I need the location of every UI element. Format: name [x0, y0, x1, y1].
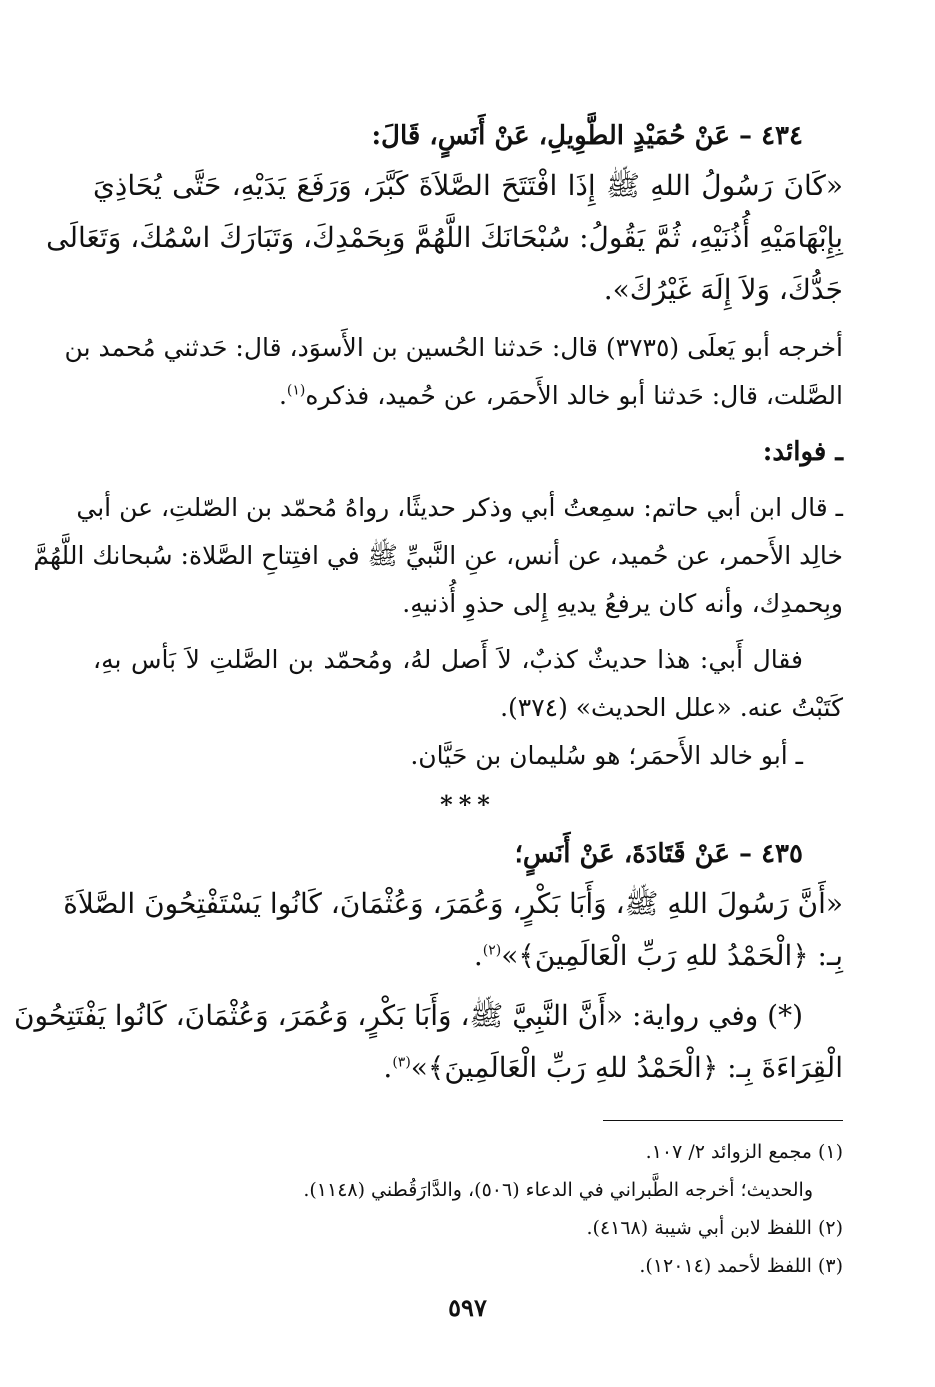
footnote-ref-1: (١)	[286, 382, 306, 399]
takhrij-line-1: أخرجه أبو يَعلَى (٣٧٣٥) قال: حَدثنا الحُسين بن الأَسوَد، قال: حَدثني مُحمد بن	[64, 333, 843, 362]
section-separator: ***	[440, 790, 496, 819]
fawaid-2-line-1: فقال أَبي: هذا حديثٌ كذبٌ، لاَ أَصل لهُ، ومُحمّد بن الصَّلتِ لاَ بَأس بهِ،	[93, 645, 803, 674]
footnote-3: (٣) اللفظ لأحمد (١٢٠١٤).	[639, 1255, 843, 1277]
hadith-434-heading: ٤٣٤ – عَنْ حُمَيْدٍ الطَّوِيلِ، عَنْ أَنَسٍ، قَالَ:	[371, 121, 803, 151]
footnote-2: (٢) اللفظ لابن أبي شيبة (٤١٦٨).	[586, 1217, 843, 1239]
footnote-1: (١) مجمع الزوائد ٢/ ١٠٧.	[645, 1141, 843, 1163]
hadith-435-line-1: «أَنَّ رَسُولَ اللهِ ﷺ، وَأَبَا بَكْرٍ، وَعُمَرَ، وَعُثْمَانَ، كَانُوا يَسْتَفْتِحُونَ الصَّلاَةَ	[63, 887, 843, 920]
riwaya-line-1: (*) وفي رواية: «أَنَّ النَّبِيَّ ﷺ، وَأَبَا بَكْرٍ، وَعُمَرَ، وَعُثْمَانَ، كَانُوا يَفْتَتِحُونَ	[13, 999, 803, 1032]
footnote-divider	[603, 1120, 843, 1121]
hadith-435-heading: ٤٣٥ – عَنْ قَتَادَةَ، عَنْ أَنَسٍ؛	[514, 839, 803, 869]
footnote-ref-3: (٣)	[392, 1054, 411, 1071]
takhrij-line-2-text: الصَّلت، قال: حَدثنا أبو خالد الأَحمَر، عن حُميد، فذكره	[305, 381, 843, 410]
page-number: ٥٩٧	[448, 1293, 487, 1322]
hadith-435-line-2-text: بِـ: ﴿الْحَمْدُ للهِ رَبِّ الْعَالَمِينَ﴾»	[501, 939, 843, 972]
fawaid-3: ـ أبو خالد الأَحمَر؛ هو سُليمان بن حَيَّان.	[410, 741, 803, 770]
hadith-434-line-2: بِإِبْهَامَيْهِ أُذُنَيْهِ، ثُمَّ يَقُولُ: سُبْحَانَكَ اللَّهُمَّ وَبِحَمْدِكَ، وَتَبَارَكَ اسْمُكَ، وَتَعَالَى	[46, 221, 843, 254]
footnote-1-continuation: والحديث؛ أخرجه الطَّبراني في الدعاء (٥٠٦)، والدَّارَقُطني (١١٤٨).	[303, 1179, 813, 1201]
fawaid-1-line-1: ـ قال ابن أبي حاتم: سمِعتُ أبي وذكر حديثًا، رواهُ مُحمّد بن الصّلتِ، عن أبي	[76, 493, 843, 522]
riwaya-line-2: الْقِرَاءَةَ بِـ: ﴿الْحَمْدُ للهِ رَبِّ الْعَالَمِينَ﴾»$^{(٣)}$.	[383, 1051, 843, 1084]
takhrij-line-2: الصَّلت، قال: حَدثنا أبو خالد الأَحمَر، عن حُميد، فذكره$^{(١)}$.	[278, 381, 843, 410]
fawaid-1-line-3: وبِحمدِك، وأنه كان يرفعُ يديهِ إِلى حذوِ أُذنيهِ.	[402, 589, 843, 618]
fawaid-heading: ـ فوائد:	[762, 437, 843, 467]
hadith-434-line-1: «كَانَ رَسُولُ اللهِ ﷺ إِذَا افْتَتَحَ الصَّلاَةَ كَبَّرَ، وَرَفَعَ يَدَيْهِ، حَتَّى يُحَاذِيَ	[93, 169, 843, 202]
fawaid-1-line-2: خالِد الأَحمر، عن حُميد، عن أنس، عنِ النَّبيِّ ﷺ في افتِتاحِ الصَّلاة: سُبحانك اللَّهُمَّ	[33, 541, 843, 570]
hadith-434-line-3: جَدُّكَ، وَلاَ إِلَهَ غَيْرُكَ».	[603, 273, 843, 306]
fawaid-2-line-2: كَتَبْتُ عنه. «علل الحديث» (٣٧٤).	[500, 693, 843, 722]
riwaya-line-2-text: الْقِرَاءَةَ بِـ: ﴿الْحَمْدُ للهِ رَبِّ الْعَالَمِينَ﴾»	[410, 1051, 843, 1084]
footnote-ref-2: (٢)	[482, 942, 502, 959]
page-body	[13, 112, 843, 1285]
hadith-435-line-2: بِـ: ﴿الْحَمْدُ للهِ رَبِّ الْعَالَمِينَ﴾»$^{(٢)}$.	[473, 939, 843, 972]
